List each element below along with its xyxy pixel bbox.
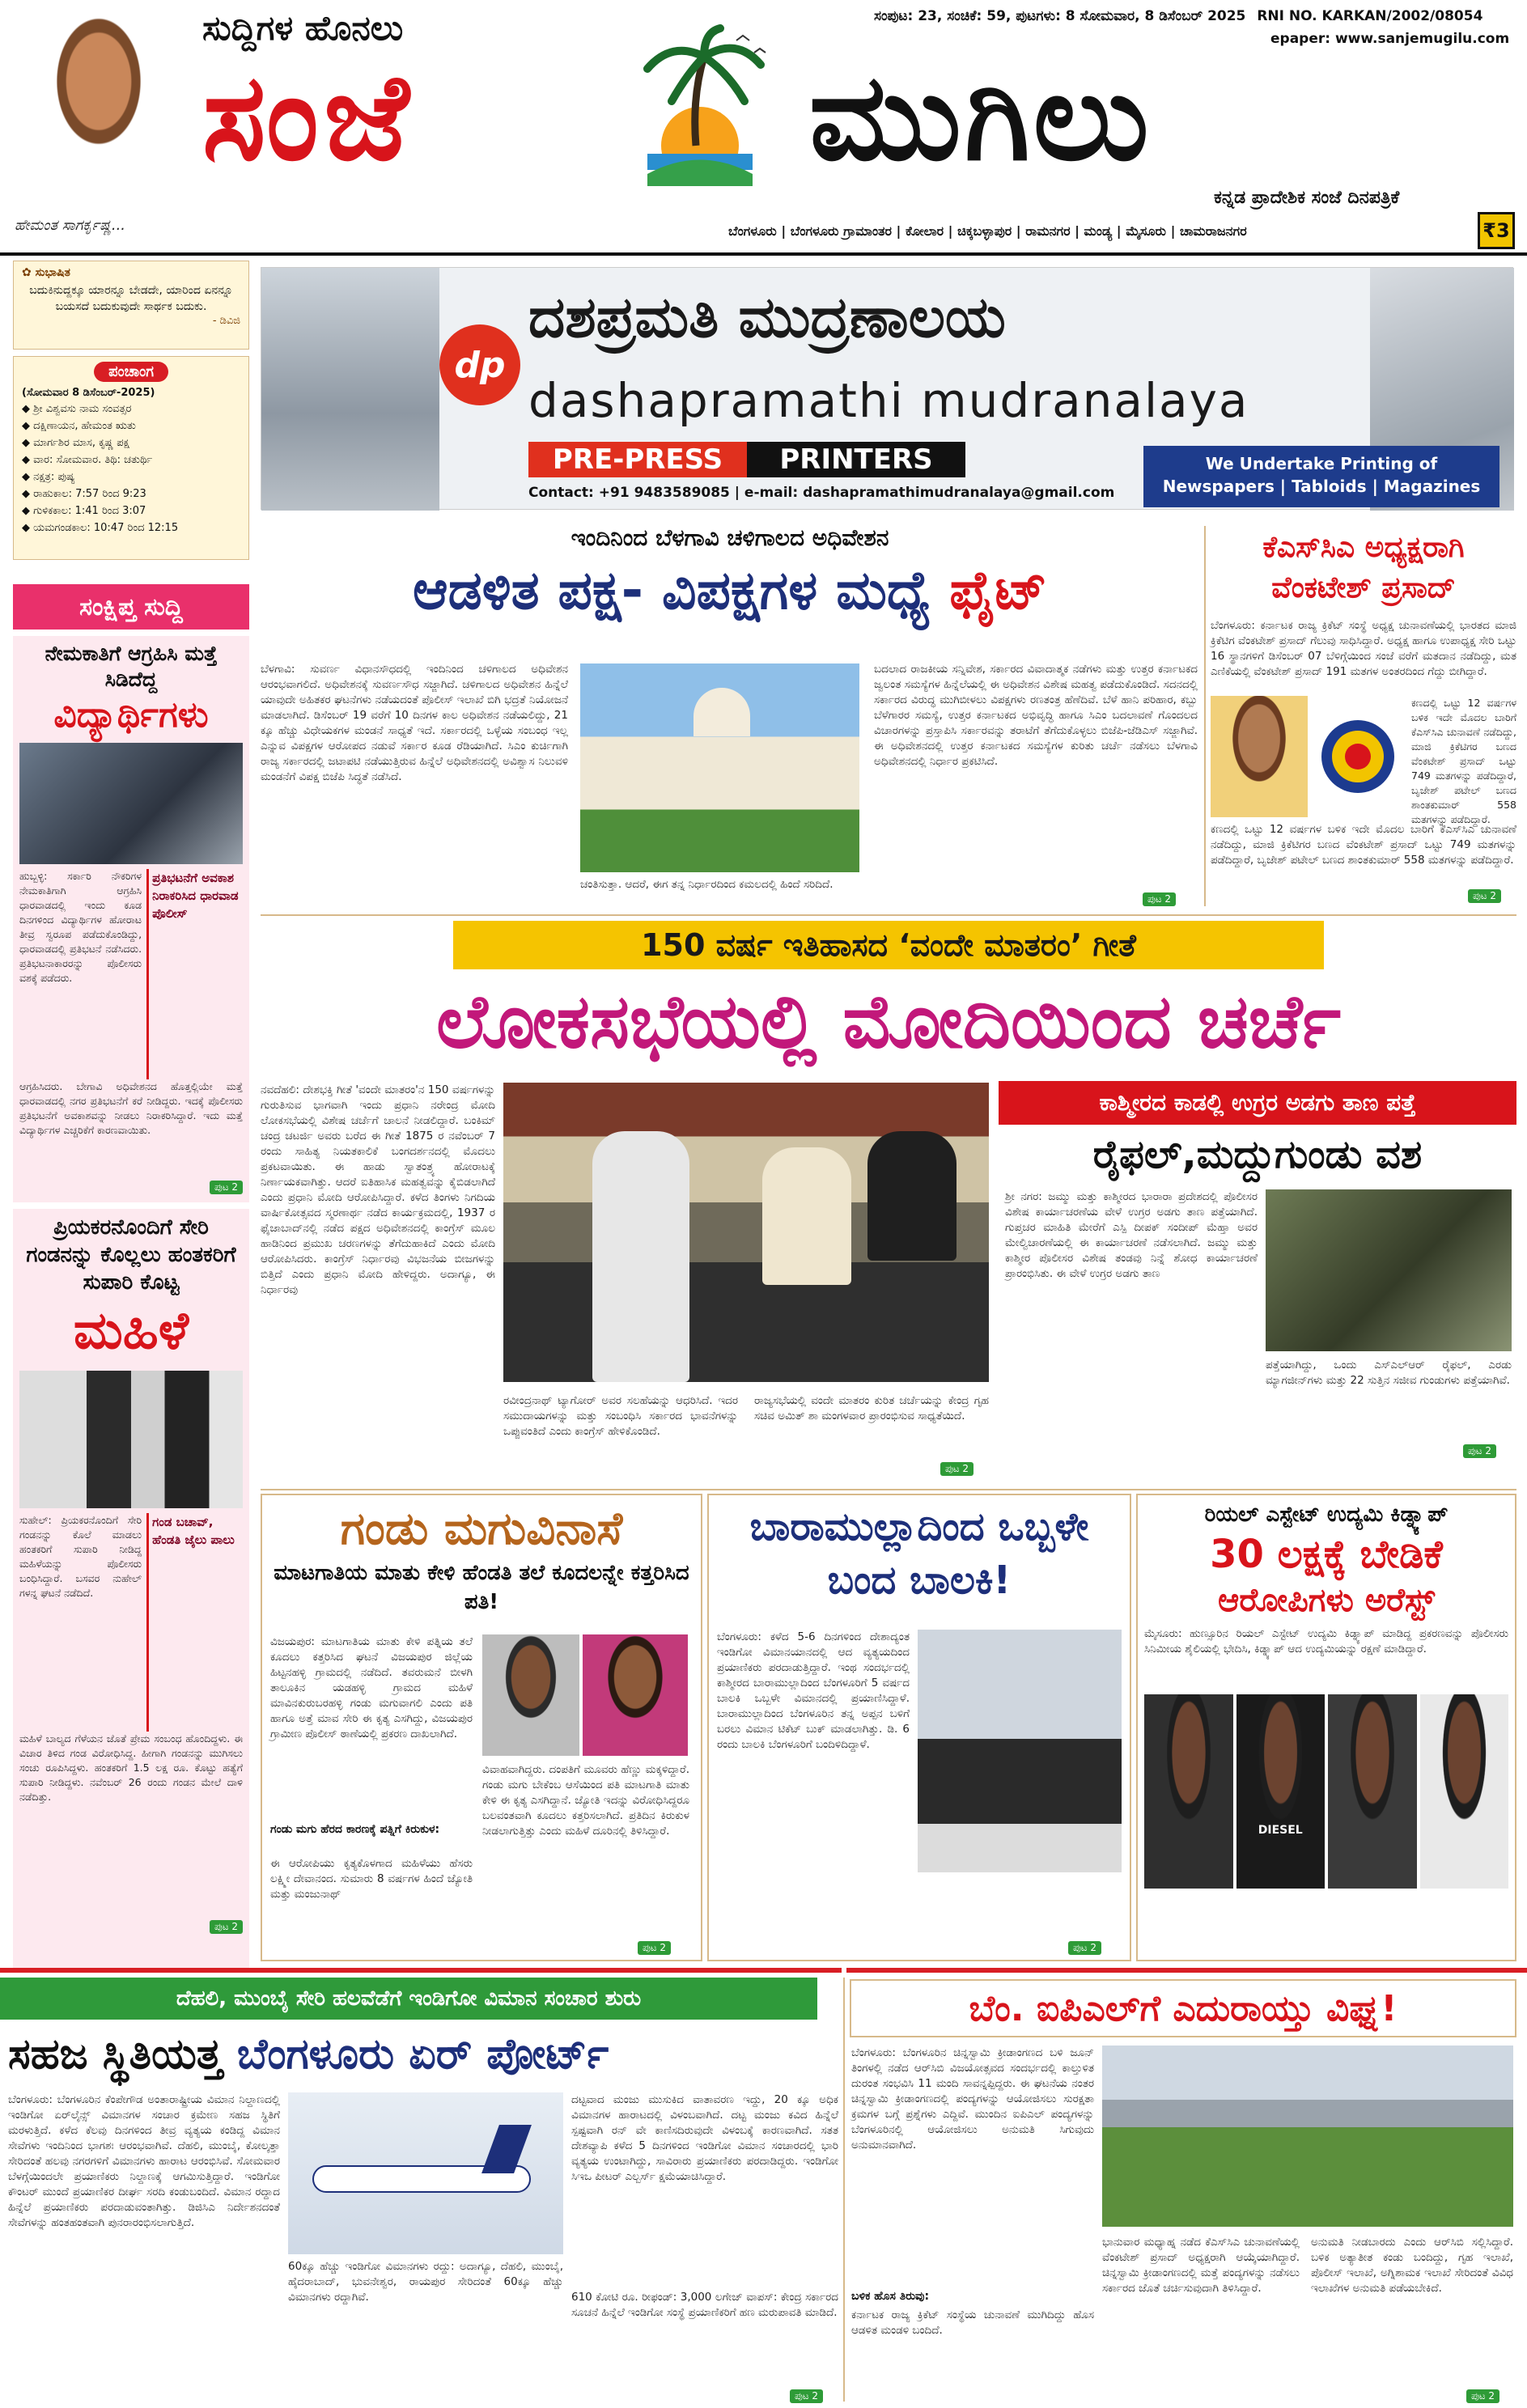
kashmir-kicker-band [999, 1081, 1516, 1125]
masthead [0, 0, 1527, 259]
airport-col2: ದಟ್ಟವಾದ ಮಂಜು ಮುಸುಕಿದ ವಾತಾವರಣ ಇದ್ದು, 20 ಕ್ಕೂ ಅಧಿಕ ವಿಮಾನಗಳ ಹಾರಾಟದಲ್ಲಿ ವಿಳಂಬವಾಗಿದೆ. ದಟ್ಟ ಮಂಜು ಕವಿದ ಹಿನ್ನೆಲೆ ಸ್ಪಷ್ಟವಾಗಿ ರನ್ ವೇ ಕಾಣಿಸದಿರುವುದೇ ವಿಳಂಬಕ್ಕೆ ಕಾರಣವಾಗಿದೆ. ಸತತ ದೇಶವ್ಯಾಪಿ ಕಳೆದ 5 ದಿನಗಳಿಂದ ಇಂಡಿಗೋ ವಿಮಾನ ಸಂಚಾರದಲ್ಲಿ ಭಾರಿ ವ್ಯತ್ಯಯ ಉಂಟಾಗಿದ್ದು, ಸಾವಿರಾರು ಪ್ರಯಾಣಿಕರು ಪರದಾಡಿದ್ದರು. ಇಂಡಿಗೋ ಸಿಇಒ ಪೀಟರ್ ಎಲ್ಬರ್ಸ್ ಕ್ಷಮೆಯಾಚಿಸಿದ್ದಾರೆ. [571, 2093, 838, 2183]
airport-kicker: ದೆಹಲಿ, ಮುಂಬೈ ಸೇರಿ ಹಲವೆಡೆಗೆ ಇಂಡಿಗೋ ವಿಮಾನ ಸಂಚಾರ ಶುರು [176, 1986, 642, 2011]
subhashita-label: ✿ ಸುಭಾಷಿತ [22, 266, 70, 279]
price-badge [1478, 212, 1515, 249]
airport-kicker-band [0, 1978, 817, 2020]
kashmir-more-wrap [1463, 1442, 1496, 1458]
baby-more-wrap [638, 1939, 671, 1955]
baramulla-headline: ಬಾರಾಮುಲ್ಲಾದಿಂದ ಒಬ್ಬಳೇ ಬಂದ ಬಾಲಕಿ! [749, 1504, 1089, 1603]
ad-logo-text: dp [454, 344, 506, 386]
panchanga-row-text: ವಾರ: ಸೋಮವಾರ. ತಿಥಿ: ಚತುರ್ಥಿ [33, 454, 153, 466]
airport-headline-accent: ಬೆಂಗಳೂರು ಏರ್ ಪೋರ್ಟ್ [236, 2030, 609, 2079]
soldiers-photo [1266, 1189, 1512, 1351]
ad-printers [747, 442, 965, 477]
woman-body: ಸುಹೇಲ್: ಪ್ರಿಯಕರನೊಂದಿಗೆ ಸೇರಿ ಗಂಡನನ್ನು ಕೊಲೆ ಮಾಡಲು ಹಂತಕರಿಗೆ ಸುಪಾರಿ ನೀಡಿದ್ದ ಮಹಿಳೆಯನ್ನು ಪೊಲೀಸರು ಬಂಧಿಸಿದ್ದಾರೆ. ಬಸವರ ನುಹೇಲ್ ಗಳನ್ನ ಘಟನೆ ನಡೆದಿದೆ. [19, 1514, 142, 1599]
panchanga-row-text: ಯಮಗಂಡಕಾಲ: 10:47 ರಿಂದ 12:15 [33, 522, 179, 534]
bottom-red-band-right [846, 1968, 1527, 1973]
divider-h1 [261, 914, 1516, 916]
vande-kicker-band [453, 921, 1324, 969]
vande-col2: ರವೀಂದ್ರನಾಥ್ ಟ್ಯಾಗೋರ್ ಅವರ ಸಲಹೆಯನ್ನು ಆಧರಿಸಿದೆ. ಇದರ ಸಮುದಾಯಗಳನ್ನು ಮತ್ತು ಸಂಬಂಧಿಸಿ ಸರ್ಕಾರದ ಭಾವನೆಗಳನ್ನು ಒಪ್ಪುವಂತಿದೆ ಎಂದು ಕಾಂಗ್ರೆಸ್ ಹೇಳಿಕೊಂಡಿದೆ. [503, 1394, 738, 1438]
panchanga-title-text: ಪಂಚಾಂಗ [94, 362, 168, 382]
baby-col1b: ಈ ಆರೋಪಿಯು ಕೃತ್ಯಕೊಳಗಾದ ಮಹಿಳೆಯು ಹೆಸರು ಲಕ್ಷ್ಮೀ ದೇವಾನಂದ. ಸುಮಾರು 8 ವರ್ಷಗಳ ಹಿಂದೆ ಜ್ಯೋತಿ ಮತ್ತು ಮಂಜುನಾಥ್ [270, 1857, 473, 1901]
woman-quote: ಗಂಡ ಬಚಾವ್, ಹೆಂಡತಿ ಜೈಲು ಪಾಲು [146, 1513, 243, 1732]
modi-figure [592, 1131, 689, 1382]
kidnap-headline-2: ಆರೋಪಿಗಳು ಅರೆಸ್ಟ್ [1217, 1582, 1436, 1619]
subhashita-box [13, 261, 249, 350]
chinnaswamy-stadium-photo [1102, 2046, 1513, 2227]
issue-info: ಸಂಪುಟ: 23, ಸಂಚಿಕೆ: 59, ಪುಟಗಳು: 8 ಸೋಮವಾರ, 8 ಡಿಸೆಂಬರ್ 2025 [874, 8, 1246, 24]
ksca-more-wrap [1468, 887, 1501, 903]
sankshipta-label: ಸಂಕ್ಷಿಪ್ತ ಸುದ್ದಿ [79, 592, 183, 621]
baby-subhead-2: ಗಂಡು ಮಗು ಹೆರದ ಕಾರಣಕ್ಕೆ ಪತ್ನಿಗೆ ಕಿರುಕುಳ: [270, 1823, 440, 1836]
ksca-story [1211, 528, 1516, 908]
vande-more-wrap [940, 1460, 973, 1476]
vande-story [261, 1076, 994, 1481]
editor-portrait [18, 16, 180, 202]
vande-kicker: 150 ವರ್ಷ ಇತಿಹಾಸದ ‘ವಂದೇ ಮಾತರಂ’ ಗೀತೆ [641, 926, 1136, 963]
airport-col1: ಬೆಂಗಳೂರು: ಬೆಂಗಳೂರಿನ ಕೆಂಪೇಗೌಡ ಅಂತಾರಾಷ್ಟ್ರೀಯ ವಿಮಾನ ನಿಲ್ದಾಣದಲ್ಲಿ ಇಂಡಿಗೋ ಏರ್‌ಲೈನ್ಸ್ ವಿಮಾನಗಳ ಸಂಚಾರ ಕ್ರಮೇಣ ಸಹಜ ಸ್ಥಿತಿಗೆ ಮರಳುತ್ತಿದೆ. ಕಳೆದ ಕೆಲವು ದಿನಗಳಿಂದ ತೀವ್ರ ವ್ಯತ್ಯಯ ಕಂಡಿದ್ದ ವಿಮಾನ ಸೇವೆಗಳು ಇಂದಿನಿಂದ ಭಾಗಶಃ ಆರಂಭವಾಗಿವೆ. ದೆಹಲಿ, ಮುಂಬೈ, ಕೋಲ್ಕತ್ತಾ ಸೇರಿದಂತೆ ಹಲವು ನಗರಗಳಿಗೆ ವಿಮಾನಗಳು ಹಾರಾಟ ಆರಂಭಿಸಿವೆ. ಸೋಮವಾರ ಬೆಳಗ್ಗೆಯಿಂದಲೇ ಪ್ರಯಾಣಿಕರು ನಿಲ್ದಾಣಕ್ಕೆ ಆಗಮಿಸುತ್ತಿದ್ದಾರೆ. ಇಂಡಿಗೋ ಕೌಂಟರ್ ಮುಂದೆ ಪ್ರಯಾಣಿಕರ ದೀರ್ಘ ಸರದಿ ಕಂಡುಬಂದಿದೆ. ವಿಮಾನ ರದ್ದಾದ ಹಿನ್ನೆಲೆ ಪ್ರಯಾಣಿಕರು ಪರದಾಡುವಂತಾಗಿತ್ತು. ಡಿಜಿಸಿಎ ನಿರ್ದೇಶನದಂತೆ ಸೇವೆಗಳನ್ನು ಹಂತಹಂತವಾಗಿ ಪುನರಾರಂಭಿಸಲಾಗುತ್ತಿದೆ. [8, 2093, 280, 2229]
session-kicker: ಇಂದಿನಿಂದ ಬೆಳಗಾವಿ ಚಳಿಗಾಲದ ಅಧಿವೇಶನ [571, 524, 889, 551]
woman-body-2: ಮಹಿಳೆ ಬಾಲ್ಯದ ಗೆಳೆಯನ ಜೊತೆ ಪ್ರೇಮ ಸಂಬಂಧ ಹೊಂದಿದ್ದಳು. ಈ ವಿಚಾರ ತಿಳಿದ ಗಂಡ ವಿರೋಧಿಸಿದ್ದ. ಹೀಗಾಗಿ ಗಂಡನನ್ನು ಮುಗಿಸಲು ಸಂಚು ರೂಪಿಸಿದ್ದಳು. ಹಂತಕರಿಗೆ 1.5 ಲಕ್ಷ ರೂ. ಕೊಟ್ಟು ಹತ್ಯೆಗೆ ಸುಪಾರಿ ನೀಡಿದ್ದಳು. ನವೆಂಬರ್ 26 ರಂದು ಗಂಡನ ಮೇಲೆ ದಾಳಿ ನಡೆದಿತ್ತು. [19, 1732, 243, 1803]
masthead-rule [0, 252, 1527, 256]
panchanga-row: ◆ ಯಮಗಂಡಕಾಲ: 10:47 ರಿಂದ 12:15 [22, 522, 179, 534]
mp-figure-2 [867, 1131, 956, 1261]
vande-more[interactable]: ಪುಟ 2 [940, 1462, 973, 1476]
ipl-more-wrap [1466, 2387, 1499, 2403]
modi-lok-sabha-photo [503, 1083, 989, 1382]
girl-airport-photo [918, 1630, 1122, 1872]
baby-more[interactable]: ಪುಟ 2 [638, 1941, 671, 1955]
baramulla-more[interactable]: ಪುಟ 2 [1068, 1941, 1101, 1955]
students-body-wrap [19, 869, 243, 1079]
tagline-top: ಸುದ್ದಿಗಳ ಹೊನಲು [202, 8, 404, 48]
husband-photo [482, 1634, 579, 1756]
ad-kannada-name: ದಶಪ್ರಮತಿ ಮುದ್ರಣಾಲಯ [528, 284, 1006, 350]
rni-number: RNI NO. KARKAN/2002/08054 [1257, 8, 1483, 24]
students-quote: ಪ್ರತಿಭಟನೆಗೆ ಅವಕಾಶ ನಿರಾಕರಿಸಿದ ಧಾರವಾಡ ಪೊಲೀಸ್ [146, 869, 243, 1079]
kashmir-body-1: ಶ್ರೀ ನಗರ: ಜಮ್ಮು ಮತ್ತು ಕಾಶ್ಮೀರದ ಭಾರಾರಾ ಪ್ರದೇಶದಲ್ಲಿ ಪೊಲೀಸರ ವಿಶೇಷ ಕಾರ್ಯಾಚರಣೆಯ ವೇಳೆ ಉಗ್ರರ ಅಡಗು ತಾಣ ಪತ್ತೆಯಾಗಿದೆ. ಗುಪ್ತಚರ ಮಾಹಿತಿ ಮೇರೆಗೆ ಎಸ್ಪಿ ದೀಪಕ್ ಸಂದೀಪ್ ಮೆಹ್ತಾ ಅವರ ಮೇಲ್ವಿಚಾರಣೆಯಲ್ಲಿ ಈ ಕಾರ್ಯಾಚರಣೆ ನಡೆಸಲಾಗಿದೆ. ಜಮ್ಮು ಮತ್ತು ಕಾಶ್ಮೀರ ಪೊಲೀಸರ ವಿಶೇಷ ತಂಡವು ನಿನ್ನೆ ಶೋಧ ಕಾರ್ಯಾಚರಣೆ ಪ್ರಾರಂಭಿಸಿತು. ಈ ವೇಳೆ ಉಗ್ರರ ಅಡಗು ತಾಣ [1005, 1190, 1258, 1280]
session-more-wrap [1143, 890, 1176, 906]
baby-col2: ವಿವಾಹವಾಗಿದ್ದರು. ದಂಪತಿಗೆ ಮೂವರು ಹೆಣ್ಣು ಮಕ್ಕಳಿದ್ದಾರೆ. ಗಂಡು ಮಗು ಬೇಕೆಂಬ ಆಸೆಯಿಂದ ಪತಿ ಮಾಟಗಾತಿ ಮಾತು ಕೇಳಿ ಈ ಕೃತ್ಯ ಎಸಗಿದ್ದಾನೆ. ಜ್ಯೋತಿ ಇದನ್ನು ವಿರೋಧಿಸಿದ್ದರೂ ಬಲವಂತವಾಗಿ ಕೂದಲು ಕತ್ತರಿಸಲಾಗಿದೆ. ಪ್ರತಿದಿನ ಕಿರುಕುಳ ನೀಡಲಾಗುತ್ತಿತ್ತು ಎಂದು ಮಹಿಳೆ ದೂರಿನಲ್ಲಿ ತಿಳಿಸಿದ್ದಾರೆ. [482, 1763, 689, 1838]
ipl-col3: ಅನುಮತಿ ನೀಡಬಾರದು ಎಂದು ಆರ್‌ಸಿಬಿ ಸಲ್ಲಿಸಿದ್ದಾರೆ. ಬಳಿಕ ಅತ್ಯಾತೀತ ಕಂಡು ಬಂದಿದ್ದು, ಗೃಹ ಇಲಾಖೆ, ಪೊಲೀಸ್ ಇಲಾಖೆ, ಅಗ್ನಿಶಾಮಕ ಇಲಾಖೆ ಸೇರಿದಂತೆ ವಿವಿಧ ಇಲಾಖೆಗಳ ಅನುಮತಿ ಪಡೆಯಬೇಕಿದೆ. [1311, 2236, 1513, 2295]
kidnap-body: ಮೈಸೂರು: ಹುಣ್ಸೂರಿನ ರಿಯಲ್ ಎಸ್ಟೇಟ್ ಉದ್ಯಮಿ ಕಿಡ್ನ್ಯಾಪ್ ಮಾಡಿದ್ದ ಪ್ರಕರಣವನ್ನು ಪೊಲೀಸರು ಸಿನಿಮೀಯ ಶೈಲಿಯಲ್ಲಿ ಭೇದಿಸಿ, ಕಿಡ್ನ್ಯಾಪ್ ಆದ ಉದ್ಯಮಿಯನ್ನು ರಕ್ಷಣೆ ಮಾಡಿದ್ದಾರೆ. [1144, 1627, 1508, 1656]
panchanga-row-text: ರಾಹುಕಾಲ: 7:57 ರಿಂದ 9:23 [33, 488, 146, 500]
baramulla-more-wrap [1068, 1939, 1101, 1955]
kidnap-story [1136, 1494, 1516, 1961]
ipl-headline-box [850, 1979, 1516, 2037]
woman-story [13, 1209, 249, 1969]
airport-caption: 60ಕ್ಕೂ ಹೆಚ್ಚು ಇಂಡಿಗೋ ವಿಮಾನಗಳು ರದ್ದು: ಅದಾಗ್ಯೂ, ದೆಹಲಿ, ಮುಂಬೈ, ಹೈದರಾಬಾದ್, ಭುವನೇಶ್ವರ, ರಾಯಪುರ ಸೇರಿದಂತೆ 60ಕ್ಕೂ ಹೆಚ್ಚು ವಿಮಾನಗಳು ರದ್ದಾಗಿವೆ. [288, 2260, 563, 2304]
session-story [261, 524, 1199, 913]
ad-services-text: We Undertake Printing of Newspapers | Tabloids | Magazines [1162, 454, 1481, 496]
ipl-more[interactable]: ಪುಟ 2 [1466, 2389, 1499, 2403]
ad-prepress [528, 442, 747, 477]
students-body: ಹುಬ್ಬಳ್ಳಿ: ಸರ್ಕಾರಿ ನೌಕರಿಗಳ ನೇಮಕಾತಿಗಾಗಿ ಆಗ್ರಹಿಸಿ ಧಾರವಾಡದಲ್ಲಿ ಇಂದು ಕೂಡ ದಿನಗಳಿಂದ ವಿದ್ಯಾರ್ಥಿಗಳ ಹೋರಾಟ ತೀವ್ರ ಸ್ವರೂಪ ಪಡೆದುಕೊಂಡಿದ್ದು, ಧಾರವಾಡದಲ್ಲಿ ಪ್ರತಿಭಟನೆ ನಡೆಸಿದರು. ಪ್ರತಿಭಟನಾಕಾರರನ್ನು ಪೊಲೀಸರು ವಶಕ್ಕೆ ಪಡೆದರು. [19, 870, 142, 984]
kashmir-body-2: ಪತ್ತೆಯಾಗಿದ್ದು, ಒಂದು ಎಸ್‌ಎಲ್‌ಆರ್ ರೈಫಲ್, ಎರಡು ಮ್ಯಾಗಜೀನ್‌ಗಳು ಮತ್ತು 22 ಸುತ್ತಿನ ಸಜೀವ ಗುಂಡುಗಳು ಪತ್ತೆಯಾಗಿವೆ. [1266, 1359, 1512, 1387]
vande-col3: ರಾಜ್ಯಸಭೆಯಲ್ಲಿ ವಂದೇ ಮಾತರಂ ಕುರಿತ ಚರ್ಚೆಯನ್ನು ಕೇಂದ್ರ ಗೃಹ ಸಚಿವ ಅಮಿತ್ ಶಾ ಮಂಗಳವಾರ ಪ್ರಾರಂಭಿಸುವ ಸಾಧ್ಯತೆಯಿದೆ. [754, 1394, 989, 1422]
baramulla-story [707, 1494, 1131, 1961]
accused-photo [1328, 1694, 1417, 1889]
students-story [13, 636, 249, 1202]
subhashita-text: ಬದುಕಿನುದ್ದಕ್ಕೂ ಯಾರನ್ನೂ ಬೇಡದೇ, ಯಾರಿಂದ ಏನನ್ನೂ ಬಯಸದೆ ಬದುಕುವುದೇ ಸಾರ್ಥಕ ಬದುಕು. [29, 284, 233, 313]
kidnap-kicker: ರಿಯಲ್ ಎಸ್ಟೇಟ್ ಉದ್ಯಮಿ ಕಿಡ್ನ್ಯಾಪ್ [1204, 1503, 1449, 1527]
airport-headline-main: ಸಹಜ ಸ್ಥಿತಿಯತ್ತ [8, 2030, 223, 2079]
masthead-subtitle: ಕನ್ನಡ ಪ್ರಾದೇಶಿಕ ಸಂಜೆ ದಿನಪತ್ರಿಕೆ [1214, 188, 1400, 208]
panchanga-row-text: ನಕ್ಷತ್ರ: ಪುಷ್ಯ [33, 471, 75, 483]
accused-shirt-text: DIESEL [1258, 1824, 1303, 1837]
accused-photo [1236, 1694, 1326, 1889]
ipl-col2: ಭಾನುವಾರ ಮಧ್ಯಾಹ್ನ ನಡೆದ ಕೆಎಸ್‌ಸಿಎ ಚುನಾವಣೆಯಲ್ಲಿ ವೆಂಕಟೇಶ್ ಪ್ರಸಾದ್ ಅಧ್ಯಕ್ಷರಾಗಿ ಆಯ್ಕೆಯಾಗಿದ್ದಾರೆ. ಚಿನ್ನಸ್ವಾಮಿ ಕ್ರೀಡಾಂಗಣದಲ್ಲಿ ಮತ್ತೆ ಪಂದ್ಯಗಳನ್ನು ನಡೆಸಲು ಸರ್ಕಾರದ ಜೊತೆ ಚರ್ಚಿಸುವುದಾಗಿ ತಿಳಿಸಿದ್ದಾರೆ. [1102, 2236, 1300, 2295]
vande-headline: ಲೋಕಸಭೆಯಲ್ಲಿ ಮೋದಿಯಿಂದ ಚರ್ಚೆ [436, 978, 1341, 1065]
students-more[interactable]: ಪುಟ 2 [210, 1181, 243, 1194]
ad-services-box [1143, 446, 1499, 507]
masthead-name-left: ಸಂಜೆ [202, 48, 414, 187]
airport-more[interactable]: ಪುಟ 2 [790, 2389, 823, 2403]
subhashita-label-text: ಸುಭಾಷಿತ [35, 266, 70, 279]
panchanga-row: ◆ ವಾರ: ಸೋಮವಾರ. ತಿಥಿ: ಚತುರ್ಥಿ [22, 454, 153, 466]
editor-signature: ಹೇಮಂತ ಸಾಗರ್ಕೃಷ್ಣ... [15, 217, 126, 234]
panchanga-row: ◆ ಗುಳಿಕಕಾಲ: 1:41 ರಿಂದ 3:07 [22, 505, 146, 517]
subhashita-author: - ಡಿವಿಜಿ [212, 315, 240, 327]
session-headline [261, 552, 1199, 630]
kashmir-headline: ರೈಫಲ್,ಮದ್ದುಗುಂಡು ವಶ [1092, 1132, 1423, 1177]
session-col2: ಚಂತಿಸುತ್ತಾ. ಆದರೆ, ಈಗ ತನ್ನ ನಿರ್ಧಾರದಿಂದ ಕಮಲದಲ್ಲಿ ಹಿಂದೆ ಸರಿದಿದೆ. [580, 878, 833, 891]
mp-figure [762, 1147, 851, 1285]
panchanga-row-text: ಗುಳಿಕಕಾಲ: 1:41 ರಿಂದ 3:07 [33, 505, 146, 517]
panchanga-box [13, 356, 249, 560]
plane-tail [481, 2125, 532, 2173]
panchanga-row: ◆ ರಾಹುಕಾಲ: 7:57 ರಿಂದ 9:23 [22, 488, 146, 500]
wife-photo [583, 1634, 688, 1756]
airport-more-wrap [790, 2387, 823, 2403]
price-value: ₹3 [1482, 219, 1510, 242]
kashmir-kicker: ಕಾಶ್ಮೀರದ ಕಾಡಲ್ಲಿ ಉಗ್ರರ ಅಡಗು ತಾಣ ಪತ್ತೆ [1099, 1089, 1416, 1116]
students-photo [19, 743, 243, 864]
baby-story [261, 1494, 702, 1961]
students-kicker: ನೇಮಕಾತಿಗೆ ಆಗ್ರಹಿಸಿ ಮತ್ತೆ ಸಿಡಿದೆದ್ದ [45, 642, 218, 691]
divider-v1 [1204, 526, 1206, 906]
baby-col1: ವಿಜಯಪುರ: ಮಾಟಗಾತಿಯ ಮಾತು ಕೇಳಿ ಪತ್ನಿಯ ತಲೆ ಕೂದಲು ಕತ್ತರಿಸಿದ ಘಟನೆ ವಿಜಯಪುರ ಜಿಲ್ಲೆಯ ಹಿಟ್ಟನಹಳ್ಳಿ ಗ್ರಾಮದಲ್ಲಿ ನಡೆದಿದೆ. ತವರುಮನೆ ಬೀಳಗಿ ತಾಲೂಕಿನ ಯಡಹಳ್ಳಿ ಗ್ರಾಮದ ಮಹಿಳೆ ಮಾವಿನಕುರುಬರಹಳ್ಳಿ ಗಂಡು ಮಗುವಾಗಲಿ ಎಂದು ಪತಿ ಹಾಗೂ ಅತ್ತೆ ಮಾವ ಸೇರಿ ಈ ಕೃತ್ಯ ಎಸಗಿದ್ದು, ವಿಜಯಪುರ ಗ್ರಾಮೀಣ ಪೊಲೀಸ್ ಠಾಣೆಯಲ್ಲಿ ಪ್ರಕರಣ ದಾಖಲಾಗಿದೆ. [270, 1635, 473, 1740]
ipl-sub: ಬಳಿಕ ಹೊಸ ತಿರುವು: [851, 2290, 930, 2303]
panchanga-row-text: ಶ್ರೀ ವಿಶ್ವವಸು ನಾಮ ಸಂವತ್ಸರ [33, 403, 132, 415]
issue-line [874, 8, 1482, 24]
panchanga-row-text: ಮಾರ್ಗಶಿರ ಮಾಸ, ಕೃಷ್ಣ ಪಕ್ಷ [33, 437, 129, 449]
woman-kicker: ಪ್ರಿಯಕರನೊಂದಿಗೆ ಸೇರಿ ಗಂಡನನ್ನು ಕೊಲ್ಲಲು ಹಂತಕರಿಗೆ ಸುಪಾರಿ ಕೊಟ್ಟ [26, 1215, 236, 1295]
ipl-col1b: ಕರ್ನಾಟಕ ರಾಜ್ಯ ಕ್ರಿಕೆಟ್ ಸಂಸ್ಥೆಯ ಚುನಾವಣೆ ಮುಗಿದಿದ್ದು ಹೊಸ ಆಡಳಿತ ಮಂಡಳಿ ಬಂದಿದೆ. [851, 2308, 1094, 2337]
panchanga-row-text: ದಕ್ಷಿಣಾಯನ, ಹೇಮಂತ ಋತು [33, 420, 136, 432]
ksca-headline: ಕೆಎಸ್‌ಸಿಎ ಅಧ್ಯಕ್ಷರಾಗಿ ವೆಂಕಟೇಶ್ ಪ್ರಸಾದ್ [1262, 531, 1465, 604]
airport-headline [8, 2023, 842, 2086]
ksca-body-1: ಬೆಂಗಳೂರು: ಕರ್ನಾಟಕ ರಾಜ್ಯ ಕ್ರಿಕೆಟ್ ಸಂಸ್ಥೆ ಅಧ್ಯಕ್ಷ ಚುನಾವಣೆಯಲ್ಲಿ ಭಾರತದ ಮಾಜಿ ಕ್ರಿಕೆಟಿಗ ವೆಂಕಟೇಶ್ ಪ್ರಸಾದ್ ಗೆಲುವು ಸಾಧಿಸಿದ್ದಾರೆ. ಅಧ್ಯಕ್ಷ ಹಾಗೂ ಉಪಾಧ್ಯಕ್ಷ ಸೇರಿ ಒಟ್ಟು 16 ಸ್ಥಾನಗಳಿಗೆ ಡಿಸೆಂಬರ್ 07 ಬೆಳಿಗ್ಗೆಯಿಂದ ಸಂಜೆ ವರೆಗೆ ಮತದಾನ ನಡೆದಿದ್ದು, ಮತ ಎಣಿಕೆಯಲ್ಲಿ ವೆಂಕಟೇಶ್ ಪ್ರಸಾದ್ 191 ಮತಗಳ ಅಂತರದಿಂದ ಗೆದ್ದು ಬೀಗಿದ್ದಾರೆ. [1211, 619, 1516, 678]
palm-sun-logo [615, 24, 785, 194]
bottom-red-band-left [0, 1968, 842, 1973]
woman-headline: ಮಹಿಳೆ [73, 1301, 189, 1361]
indigo-plane-photo [288, 2092, 563, 2254]
baby-headline: ಗಂಡು ಮಗುವಿನಾಸೆ [340, 1503, 623, 1555]
suvarna-soudha-photo [580, 663, 859, 872]
sankshipta-header [13, 584, 249, 630]
vande-col1: ನವದೆಹಲಿ: ದೇಶಭಕ್ತಿ ಗೀತೆ 'ವಂದೇ ಮಾತರಂ'ನ 150 ವರ್ಷಗಳನ್ನು ಗುರುತಿಸುವ ಭಾಗವಾಗಿ ಇಂದು ಪ್ರಧಾನಿ ನರೇಂದ್ರ ಮೋದಿ ಲೋಕಸಭೆಯಲ್ಲಿ ವಿಶೇಷ ಚರ್ಚೆಗೆ ಚಾಲನೆ ನೀಡಲಿದ್ದಾರೆ. ಬಂಕಿಮ್ ಚಂದ್ರ ಚಟರ್ಜಿ ಅವರು ಬರೆದ ಈ ಗೀತೆ 1875 ರ ನವೆಂಬರ್ 7 ರಂದು ಸಾಹಿತ್ಯ ನಿಯತಕಾಲಿಕೆ ಬಂಗದರ್ಶನದಲ್ಲಿ ಮೊದಲು ಪ್ರಕಟವಾಯಿತು. ಈ ಹಾಡು ಸ್ವಾತಂತ್ರ್ಯ ಹೋರಾಟಕ್ಕೆ ನಿರ್ಣಾಯಕವಾಗಿತ್ತು. ಆದರೆ ಐತಿಹಾಸಿಕ ಮಹತ್ವವನ್ನು ಕೈಬಿಡಲಾಗಿದೆ ಎಂದು ಪ್ರಧಾನಿ ಮೋದಿ ಆರೋಪಿಸಿದ್ದಾರೆ. ಕಳೆದ ತಿಂಗಳು ನಿಗದಿಯ ವಾರ್ಷಿಕೋತ್ಸವದ ಸ್ಮರಣಾರ್ಥ ನಡೆದ ಕಾರ್ಯಕ್ರಮದಲ್ಲಿ, 1937 ರ ಫೈಜಾಬಾದ್‌ನಲ್ಲಿ ನಡೆದ ಪಕ್ಷದ ಅಧಿವೇಶನದಲ್ಲಿ ಕಾಂಗ್ರೆಸ್ ಮೂಲ ಹಾಡಿನಿಂದ ಪ್ರಮುಖ ಚರಣಗಳನ್ನು ತೆಗೆದುಹಾಕಿದೆ ಎಂದು ಮೋದಿ ಆರೋಪಿಸಿದರು. ಕಾಂಗ್ರೆಸ್ ನಿರ್ಧಾರವು ವಿಭಜನೆಯ ಬೀಜಗಳನ್ನು ಬಿತ್ತಿದೆ ಎಂದು ಪ್ರಧಾನಿ ಮೋದಿ ಹೇಳಿದ್ದರು. ಅದಾಗ್ಯೂ, ಈ ನಿರ್ಧಾರವು [261, 1083, 495, 1296]
panchanga-title [22, 362, 240, 382]
district-strip: ಬೆಂಗಳೂರು | ಬೆಂಗಳೂರು ಗ್ರಾಮಾಂತರ | ಕೋಲಾರ | ಚಿಕ್ಕಬಳ್ಳಾಪುರ | ರಾಮನಗರ | ಮಂಡ್ಯ | ಮೈಸೂರು | ಚಾಮರಾಜನಗರ [728, 223, 1247, 239]
accused-photo [1420, 1694, 1509, 1889]
panchanga-row: ◆ ನಕ್ಷತ್ರ: ಪುಷ್ಯ [22, 471, 75, 483]
panchanga-row: ◆ ಶ್ರೀ ವಿಶ್ವವಸು ನಾಮ ಸಂವತ್ಸರ [22, 403, 132, 415]
ad-english-name: dashapramathi mudranalaya [528, 373, 1249, 428]
session-headline-accent: ಫೈಟ್ [949, 559, 1047, 621]
airport-col2b: 610 ಕೋಟಿ ರೂ. ರೀಫಂಡ್: 3,000 ಲಗೇಜ್ ವಾಪಸ್: ಕೇಂದ್ರ ಸರ್ಕಾರದ ಸೂಚನೆ ಹಿನ್ನೆಲೆ ಇಂಡಿಗೋ ಸಂಸ್ಥೆ ಪ್ರಯಾಣಿಕರಿಗೆ ಹಣ ಮರುಪಾವತಿ ಮಾಡಿದೆ. [571, 2291, 838, 2319]
divider-h2 [261, 1489, 1516, 1490]
ksca-body-3: ಕಣದಲ್ಲಿ ಒಟ್ಟು 12 ವರ್ಷಗಳ ಬಳಿಕ ಇದೇ ಮೊದಲ ಬಾರಿಗೆ ಕೆಎಸ್‌ಸಿಎ ಚುನಾವಣೆ ನಡೆದಿದ್ದು, ಮಾಜಿ ಕ್ರಿಕೆಟಿಗರ ಬಣದ ವೆಂಕಟೇಶ್ ಪ್ರಸಾದ್ ಒಟ್ಟು 749 ಮತಗಳನ್ನು ಪಡೆದಿದ್ದಾರೆ, ಬೃಜೇಶ್ ಪಟೇಲ್ ಬಣದ ಶಾಂತಕುಮಾರ್ 558 ಮತಗಳನ್ನು ಪಡೆದಿದ್ದಾರೆ. [1211, 823, 1516, 867]
ad-logo [439, 324, 520, 405]
ksca-emblem-icon [1309, 696, 1406, 817]
masthead-name-right: ಮುಗಿಲು [809, 48, 1152, 187]
woman-body-wrap [19, 1513, 243, 1732]
baby-subhead: ಮಾಟಗಾತಿಯ ಮಾತು ಕೇಳಿ ಹೆಂಡತಿ ತಲೆ ಕೂದಲನ್ನೇ ಕತ್ತರಿಸಿದ ಪತಿ! [274, 1561, 689, 1614]
ad-banner[interactable] [261, 267, 1513, 510]
panchanga-row: ◆ ದಕ್ಷಿಣಾಯನ, ಹೇಮಂತ ಋತು [22, 420, 136, 432]
ksca-more[interactable]: ಪುಟ 2 [1468, 889, 1501, 903]
panchanga-row: ◆ ಮಾರ್ಗಶಿರ ಮಾಸ, ಕೃಷ್ಣ ಪಕ್ಷ [22, 437, 129, 449]
session-col3: ಬದಲಾದ ರಾಜಕೀಯ ಸನ್ನಿವೇಶ, ಸರ್ಕಾರದ ವಿವಾದಾತ್ಮಕ ನಡೆಗಳು ಮತ್ತು ಉತ್ತರ ಕರ್ನಾಟಕದ ಜ್ವಲಂತ ಸಮಸ್ಯೆಗಳ ಹಿನ್ನೆಲೆಯಲ್ಲಿ ಈ ಅಧಿವೇಶನ ವಿಶೇಷ ಮಹತ್ವ ಪಡೆದುಕೊಂಡಿದೆ. ಸದನದಲ್ಲಿ ಸರ್ಕಾರದ ವಿರುದ್ಧ ಮುಗಿಬೀಳಲು ವಿಪಕ್ಷಗಳು ರಣತಂತ್ರ ಹೆಣೆದಿವೆ. ಬೆಳೆ ಹಾನಿ ಪರಿಹಾರ, ಕಬ್ಬು ಬೆಳೆಗಾರರ ಸಮಸ್ಯೆ, ಉತ್ತರ ಕರ್ನಾಟಕದ ಅಭಿವೃದ್ಧಿ ಹಾಗೂ ಸಿಎಂ ಬದಲಾವಣೆ ಗೊಂದಲದ ವಿಚಾರಗಳನ್ನು ಪ್ರಸ್ತಾಪಿಸಿ ಸರ್ಕಾರವನ್ನು ತರಾಟೆಗೆ ತೆಗೆದುಕೊಳ್ಳಲು ಬಿಜೆಪಿ-ಜೆಡಿಎಸ್ ಸಜ್ಜಾಗಿವೆ. ಈ ಅಧಿವೇಶನದಲ್ಲಿ ಉತ್ತರ ಕರ್ನಾಟಕದ ಸಮಸ್ಯೆಗಳ ಕುರಿತು ಚರ್ಚೆ ನಡೆಸಲು ಬೆಳಗಾವಿ ಅಧಿವೇಶನದಲ್ಲಿ ನಿರ್ಧಾರ ಪ್ರಕಟಿಸಿದೆ. [874, 663, 1198, 768]
ad-machine-left [261, 268, 439, 511]
ipl-headline: ಬೆಂ. ಐಪಿಎಲ್‌ಗೆ ಎದುರಾಯ್ತು ವಿಘ್ನ! [969, 1987, 1398, 2029]
woman-photo [19, 1371, 243, 1508]
accused-photos [1144, 1694, 1508, 1889]
baramulla-col1: ಬೆಂಗಳೂರು: ಕಳೆದ 5-6 ದಿನಗಳಿಂದ ದೇಶಾದ್ಯಂತ ಇಂಡಿಗೋ ವಿಮಾನಯಾನದಲ್ಲಿ ಆದ ವ್ಯತ್ಯಯದಿಂದ ಪ್ರಯಾಣಿಕರು ಪರದಾಡುತ್ತಿದ್ದಾರೆ. ಇಂಥ ಸಂದರ್ಭದಲ್ಲಿ ಕಾಶ್ಮೀರದ ಬಾರಾಮುಲ್ಲಾದಿಂದ ಬೆಂಗಳೂರಿಗೆ 5 ವರ್ಷದ ಬಾಲಕಿ ಒಬ್ಬಳೇ ವಿಮಾನದಲ್ಲಿ ಪ್ರಯಾಣಿಸಿದ್ದಾಳೆ. ಬಾರಾಮುಲ್ಲಾದಿಂದ ಬೆಂಗಳೂರಿನ ತನ್ನ ಅಪ್ಪನ ಬಳಿಗೆ ಬರಲು ವಿಮಾನ ಟಿಕೆಟ್ ಬುಕ್ ಮಾಡಲಾಗಿತ್ತು. ಡಿ. 6 ರಂದು ಬಾಲಕಿ ಬೆಂಗಳೂರಿಗೆ ಬಂದಿಳಿದಿದ್ದಾಳೆ. [717, 1630, 910, 1751]
woman-more[interactable]: ಪುಟ 2 [210, 1920, 243, 1934]
ad-printers-text: PRINTERS [779, 443, 933, 476]
session-headline-main: ಆಡಳಿತ ಪಕ್ಷ- ವಿಪಕ್ಷಗಳ ಮಧ್ಯೆ [413, 559, 931, 621]
ksca-body-2: ಕಣದಲ್ಲಿ ಒಟ್ಟು 12 ವರ್ಷಗಳ ಬಳಿಕ ಇದೇ ಮೊದಲ ಬಾರಿಗೆ ಕೆಎಸ್‌ಸಿಎ ಚುನಾವಣೆ ನಡೆದಿದ್ದು, ಮಾಜಿ ಕ್ರಿಕೆಟಿಗರ ಬಣದ ವೆಂಕಟೇಶ್ ಪ್ರಸಾದ್ ಒಟ್ಟು 749 ಮತಗಳನ್ನು ಪಡೆದಿದ್ದಾರೆ, ಬೃಜೇಶ್ ಪಟೇಲ್ ಬಣದ ಶಾಂತಕುಮಾರ್ 558 ಮತಗಳನ್ನು ಪಡೆದಿದ್ದಾರೆ. [1411, 697, 1516, 825]
session-more[interactable]: ಪುಟ 2 [1143, 892, 1176, 906]
kashmir-more[interactable]: ಪುಟ 2 [1463, 1444, 1496, 1458]
epaper-url[interactable]: epaper: www.sanjemugilu.com [1270, 31, 1510, 47]
students-headline: ವಿದ್ಯಾರ್ಥಿಗಳು [53, 694, 209, 736]
soudha-dome [694, 688, 750, 736]
kashmir-story [999, 1081, 1516, 1481]
kidnap-headline-1: 30 ಲಕ್ಷಕ್ಕೆ ಬೇಡಿಕೆ [1210, 1532, 1443, 1577]
venkatesh-prasad-photo [1211, 696, 1308, 817]
ipl-col1: ಬೆಂಗಳೂರು: ಬೆಂಗಳೂರಿನ ಚಿನ್ನಸ್ವಾಮಿ ಕ್ರೀಡಾಂಗಣದ ಬಳಿ ಜೂನ್ ತಿಂಗಳಲ್ಲಿ ನಡೆದ ಆರ್‌ಸಿಬಿ ವಿಜಯೋತ್ಸವದ ಸಂದರ್ಭದಲ್ಲಿ ಕಾಲ್ತುಳಿತ ದುರಂತ ಸಂಭವಿಸಿ 11 ಮಂದಿ ಸಾವನ್ನಪ್ಪಿದ್ದರು. ಈ ಘಟನೆಯ ನಂತರ ಚಿನ್ನಸ್ವಾಮಿ ಕ್ರೀಡಾಂಗಣದಲ್ಲಿ ಪಂದ್ಯಗಳನ್ನು ಆಯೋಜಿಸಲು ಸುರಕ್ಷತಾ ಕ್ರಮಗಳ ಬಗ್ಗೆ ಪ್ರಶ್ನೆಗಳು ಎದ್ದಿವೆ. ಮುಂದಿನ ಐಪಿಎಲ್ ಪಂದ್ಯಗಳನ್ನು ಬೆಂಗಳೂರಿನಲ್ಲಿ ಆಯೋಜಿಸಲು ಅನುಮತಿ ಸಿಗುವುದು ಅನುಮಾನವಾಗಿದೆ. [851, 2046, 1094, 2152]
woman-more-wrap [19, 1918, 243, 1934]
ad-contact: Contact: +91 9483589085 | e-mail: dashapramathimudranalaya@gmail.com [528, 485, 1115, 501]
students-more-wrap [19, 1178, 243, 1194]
divider-v2 [843, 1978, 845, 2402]
accused-photo [1144, 1694, 1233, 1889]
students-body-2: ಆಗ್ರಹಿಸಿದರು. ಬೇಗಾವಿ ಅಧಿವೇಶನದ ಹೊತ್ತಲ್ಲಿಯೇ ಮತ್ತೆ ಧಾರವಾಡದಲ್ಲಿ ನಗರ ಪ್ರತಿಭಟನೆಗೆ ಕರೆ ನೀಡಿದ್ದರು. ಇದಕ್ಕೆ ಪೊಲೀಸರು ಪ್ರತಿಭಟನೆಗೆ ಅವಕಾಶವನ್ನು ನೀಡಲು ನಿರಾಕರಿಸಿದ್ದಾರೆ. ಇದು ಮತ್ತೆ ವಿದ್ಯಾರ್ಥಿಗಳ ಎಚ್ಚರಿಕೆಗೆ ಕಾರಣವಾಯಿತು. [19, 1080, 243, 1136]
ad-prepress-text: PRE-PRESS [552, 443, 723, 476]
session-col1: ಬೆಳಗಾವಿ: ಸುವರ್ಣ ವಿಧಾನಸೌಧದಲ್ಲಿ ಇಂದಿನಿಂದ ಚಳಿಗಾಲದ ಅಧಿವೇಶನ ಆರಂಭವಾಗಲಿದೆ. ಅಧಿವೇಶನಕ್ಕೆ ಸುವರ್ಣಸೌಧ ಸಜ್ಜಾಗಿದೆ. ಚಳಿಗಾಲದ ಅಧಿವೇಶನ ಹಿನ್ನೆಲೆ ಯಾವುದೇ ಅಹಿತಕರ ಘಟನೆಗಳು ನಡೆಯದಂತೆ ಪೊಲೀಸ್ ಇಲಾಖೆ ಬಿಗಿ ಭದ್ರತೆ ನಿಯೋಜನೆ ಮಾಡಲಾಗಿದೆ. ಡಿಸೆಂಬರ್ 19 ವರೆಗೆ 10 ದಿನಗಳ ಕಾಲ ಅಧಿವೇಶನ ನಡೆಯಲಿದ್ದು, 21 ಕ್ಕೂ ಹೆಚ್ಚು ವಿಧೇಯಕಗಳ ಮಂಡನೆ ಸಾಧ್ಯತೆ ಇದೆ. ಸರ್ಕಾರದಲ್ಲಿ ಒಳ್ಳೆಯ ಸಂಬಂಧ ಇಲ್ಲ ಎನ್ನುವ ವಿಪಕ್ಷಗಳ ಆರೋಪದ ನಡುವೆ ಸರ್ಕಾರ ಕೂಡ ರೆಡಿಯಾಗಿದೆ. ಸಿಎಂ ಕುರ್ಚಿಗಾಗಿ ರಾಜ್ಯ ಸರ್ಕಾರದಲ್ಲಿ ಜಟಾಪಟಿ ನಡೆಯುತ್ತಿರುವ ಹಿನ್ನೆಲೆ ಅಧಿವೇಶನದಲ್ಲಿ ಅವಿಶ್ವಾಸ ನಿಲುವಳಿ ಮಂಡನೆಗೆ ವಿಪಕ್ಷ ಬಿಜೆಪಿ ಸಿದ್ಧತೆ ನಡೆಸಿದೆ. [261, 663, 568, 783]
panchanga-date: (ಸೋಮವಾರ 8 ಡಿಸೆಂಬರ್-2025) [22, 387, 155, 399]
